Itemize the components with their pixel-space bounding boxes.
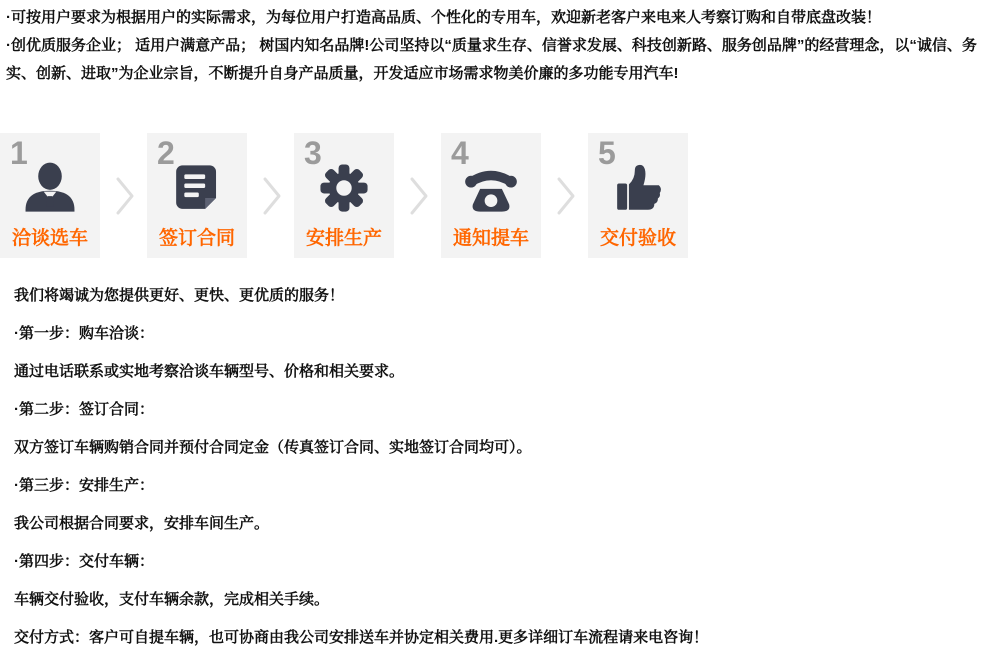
phone-icon — [462, 159, 520, 217]
process-step-detail: 通过电话联系或实地考察洽谈车辆型号、价格和相关要求。 — [14, 363, 405, 380]
process-step-heading: ·第三步：安排生产： — [14, 477, 154, 494]
step-number: 5 — [598, 135, 616, 171]
chevron-right-icon — [394, 133, 441, 258]
intro-section — [0, 0, 1000, 88]
service-note: 我们将竭诚为您提供更好、更快、更优质的服务！ — [14, 287, 345, 304]
step-number: 1 — [10, 135, 28, 171]
step-label: 安排生产 — [305, 228, 382, 249]
step-card-5 — [588, 133, 688, 258]
process-step-heading: ·第四步：交付车辆： — [14, 553, 154, 570]
process-step-detail: 车辆交付验收，支付车辆余款，完成相关手续。 — [14, 591, 330, 608]
chevron-right-icon — [247, 133, 294, 258]
chevron-right-icon — [541, 133, 588, 258]
process-step-detail: 双方签订车辆购销合同并预付合同定金（传真签订合同、实地签订合同均可）。 — [14, 439, 532, 456]
process-step-detail: 我公司根据合同要求，安排车间生产。 — [14, 515, 270, 532]
step-label: 交付验收 — [599, 228, 676, 249]
process-description — [0, 258, 1000, 646]
step-card-2 — [147, 133, 247, 258]
chevron-right-icon — [100, 133, 147, 258]
step-card-3 — [294, 133, 394, 258]
delivery-note: 交付方式：客户可自提车辆，也可协商由我公司安排送车并协定相关费用.更多详细订车流程请来电咨询！ — [14, 629, 709, 646]
thumbs-up-icon — [609, 159, 667, 217]
document-icon — [168, 159, 226, 217]
step-number: 2 — [157, 135, 175, 171]
step-label: 通知提车 — [452, 228, 529, 249]
gear-icon — [315, 159, 373, 217]
intro-line-1: ·可按用户要求为根据用户的实际需求，为每位用户打造高品质、个性化的专用车，欢迎新老客户来电来人考察订购和自带底盘改装！ — [6, 9, 882, 26]
intro-line-2: ·创优质服务企业； 适用户满意产品； 树国内知名品牌!公司坚持以“质量求生存、信誉求发展、科技创新路、服务创品牌”的经营理念，以“诚信、务实、创新、进取”为企业宗旨，不断提升自身产品质量，开发适应市场需求物美价廉的多功能专用汽车! — [6, 37, 977, 82]
step-card-1 — [0, 133, 100, 258]
process-step-heading: ·第二步：签订合同： — [14, 401, 154, 418]
order-steps-flow — [0, 133, 1000, 258]
process-step-heading: ·第一步：购车洽谈： — [14, 325, 154, 342]
person-icon — [21, 159, 79, 217]
step-card-4 — [441, 133, 541, 258]
step-number: 4 — [451, 135, 469, 171]
step-label: 洽谈选车 — [11, 228, 88, 249]
step-label: 签订合同 — [158, 228, 235, 249]
step-number: 3 — [304, 135, 322, 171]
